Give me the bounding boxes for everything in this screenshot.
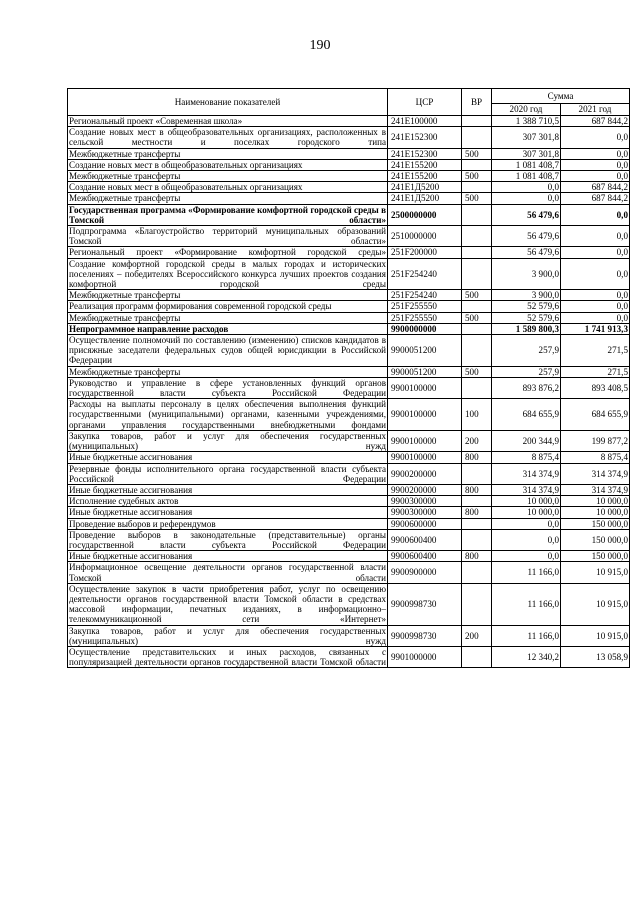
row-sum-2020: 12 340,2 — [492, 646, 561, 667]
row-name: Информационное освещение деятельности органов государственной власти Томской области — [69, 562, 386, 583]
table-row — [68, 529, 630, 550]
row-vr: 200 — [462, 430, 492, 451]
table-row — [68, 127, 630, 148]
row-sum-2020: 257,9 — [492, 335, 561, 367]
row-csr: 2510000000 — [388, 226, 462, 247]
row-sum-2021: 0,0 — [561, 148, 630, 159]
row-vr — [462, 377, 492, 398]
row-name: Реализация программ формирования современной городской среды — [68, 301, 388, 312]
row-name: Подпрограмма «Благоустройство территорий муниципальных образований Томской области» — [69, 226, 386, 247]
row-csr: 9900998730 — [388, 583, 462, 625]
row-name: Региональный проект «Формирование комфортной городской среды» — [69, 247, 386, 258]
row-vr: 800 — [462, 507, 492, 518]
row-sum-2020: 11 166,0 — [492, 625, 561, 646]
table-row — [68, 496, 630, 507]
row-vr — [462, 496, 492, 507]
row-sum-2021: 13 058,9 — [561, 646, 630, 667]
row-sum-2020: 3 900,0 — [492, 290, 561, 301]
row-name: Межбюджетные трансферты — [68, 312, 388, 323]
row-csr: 9900600000 — [388, 518, 462, 529]
row-name: Иные бюджетные ассигнования — [68, 551, 388, 562]
table-row — [68, 148, 630, 159]
row-name: Межбюджетные трансферты — [68, 290, 388, 301]
row-sum-2020: 3 900,0 — [492, 258, 561, 290]
row-csr: 2500000000 — [388, 204, 462, 225]
row-csr: 9900100000 — [388, 430, 462, 451]
header-vr: ВР — [462, 89, 492, 116]
table-row — [68, 377, 630, 398]
table-row — [68, 625, 630, 646]
row-vr — [462, 301, 492, 312]
table-row — [68, 399, 630, 431]
header-name: Наименование показателей — [68, 89, 388, 116]
row-name: Межбюджетные трансферты — [68, 366, 388, 377]
row-sum-2020: 314 374,9 — [492, 463, 561, 484]
row-name: Иные бюджетные ассигнования — [68, 484, 388, 495]
header-csr: ЦСР — [388, 89, 462, 116]
table-row — [68, 430, 630, 451]
row-sum-2021: 1 741 913,3 — [561, 323, 630, 334]
row-csr: 251F254240 — [388, 258, 462, 290]
row-name: Закупка товаров, работ и услуг для обеспечения государственных (муниципальных) нужд — [69, 625, 386, 646]
row-sum-2021: 314 374,9 — [561, 484, 630, 495]
row-sum-2020: 307 301,8 — [492, 127, 561, 148]
table-row — [68, 551, 630, 562]
row-csr: 9900300000 — [388, 507, 462, 518]
row-sum-2021: 0,0 — [561, 204, 630, 225]
row-name: Проведение выборов и референдумов — [68, 518, 388, 529]
row-csr: 9900200000 — [388, 484, 462, 495]
row-vr: 500 — [462, 312, 492, 323]
row-name: Межбюджетные трансферты — [68, 148, 388, 159]
row-sum-2021: 271,5 — [561, 335, 630, 367]
row-sum-2020: 10 000,0 — [492, 507, 561, 518]
row-name: Создание комфортной городской среды в малых городах и исторических поселениях – победителях Всероссийского конкурса лучших проектов создания комфортной городской среды — [69, 258, 386, 290]
table-row — [68, 583, 630, 625]
row-sum-2021: 10 915,0 — [561, 625, 630, 646]
row-vr: 100 — [462, 399, 492, 431]
table-body — [68, 116, 630, 668]
row-sum-2021: 0,0 — [561, 258, 630, 290]
row-sum-2020: 1 081 408,7 — [492, 159, 561, 170]
table-row — [68, 171, 630, 182]
row-csr: 241E100000 — [388, 116, 462, 127]
table-row — [68, 193, 630, 204]
table-row — [68, 452, 630, 463]
row-sum-2020: 1 589 800,3 — [492, 323, 561, 334]
table-row — [68, 258, 630, 290]
row-sum-2021: 271,5 — [561, 366, 630, 377]
row-vr — [462, 562, 492, 583]
row-vr: 200 — [462, 625, 492, 646]
row-name: Проведение выборов в законодательные (представительные) органы государственной власти субъекта Российской Федерации — [69, 529, 386, 550]
table-row — [68, 226, 630, 247]
table-row — [68, 301, 630, 312]
row-vr — [462, 463, 492, 484]
row-name: Исполнение судебных актов — [68, 496, 388, 507]
row-name: Осуществление полномочий по составлению (изменению) списков кандидатов в присяжные заседатели федеральных судов общей юрисдикции в Российской Федерации — [69, 335, 386, 366]
row-sum-2021: 0,0 — [561, 127, 630, 148]
row-sum-2020: 10 000,0 — [492, 496, 561, 507]
row-sum-2020: 0,0 — [492, 529, 561, 550]
row-csr: 9900600400 — [388, 529, 462, 550]
row-vr: 500 — [462, 148, 492, 159]
row-csr: 9900900000 — [388, 562, 462, 583]
row-name: Создание новых мест в общеобразовательных организациях, расположенных в сельской местности и поселках городского типа — [69, 127, 386, 148]
row-csr: 9900998730 — [388, 625, 462, 646]
row-name: Иные бюджетные ассигнования — [68, 452, 388, 463]
row-csr: 9900051200 — [388, 335, 462, 367]
row-sum-2020: 0,0 — [492, 182, 561, 193]
row-sum-2021: 10 915,0 — [561, 562, 630, 583]
row-sum-2021: 893 408,5 — [561, 377, 630, 398]
table-row — [68, 335, 630, 367]
table-row — [68, 484, 630, 495]
row-sum-2020: 8 875,4 — [492, 452, 561, 463]
row-csr: 9900000000 — [388, 323, 462, 334]
row-name: Резервные фонды исполнительного органа государственной власти субъекта Российской Федерации — [69, 463, 386, 484]
row-vr — [462, 529, 492, 550]
row-sum-2021: 150 000,0 — [561, 551, 630, 562]
header-sum: Сумма — [492, 89, 630, 104]
table-row — [68, 507, 630, 518]
table-row — [68, 247, 630, 258]
row-name: Создание новых мест в общеобразовательных организациях — [68, 182, 388, 193]
row-sum-2020: 56 479,6 — [492, 226, 561, 247]
table-row — [68, 323, 630, 334]
row-sum-2021: 687 844,2 — [561, 193, 630, 204]
budget-table — [67, 88, 630, 668]
row-vr — [462, 204, 492, 225]
row-sum-2021: 199 877,2 — [561, 430, 630, 451]
row-sum-2020: 257,9 — [492, 366, 561, 377]
row-csr: 9900300000 — [388, 496, 462, 507]
row-csr: 251F200000 — [388, 247, 462, 258]
row-sum-2020: 56 479,6 — [492, 204, 561, 225]
row-name: Закупка товаров, работ и услуг для обеспечения государственных (муниципальных) нужд — [69, 430, 386, 452]
table-row — [68, 159, 630, 170]
row-sum-2021: 150 000,0 — [561, 518, 630, 529]
row-sum-2021: 10 000,0 — [561, 507, 630, 518]
row-name: Межбюджетные трансферты — [68, 171, 388, 182]
row-sum-2021: 314 374,9 — [561, 463, 630, 484]
row-csr: 251F255550 — [388, 312, 462, 323]
row-sum-2020: 200 344,9 — [492, 430, 561, 451]
row-vr: 800 — [462, 452, 492, 463]
row-vr: 500 — [462, 366, 492, 377]
row-name: Создание новых мест в общеобразовательных организациях — [68, 159, 388, 170]
row-csr: 251F255550 — [388, 301, 462, 312]
row-csr: 9900100000 — [388, 452, 462, 463]
row-sum-2020: 11 166,0 — [492, 562, 561, 583]
row-name: Расходы на выплаты персоналу в целях обеспечения выполнения функций государственными (муниципальными) органами, казенными учреждениями, органами управления государственными внебюджетными фондами — [69, 399, 386, 430]
row-vr — [462, 182, 492, 193]
row-csr: 9900100000 — [388, 399, 462, 431]
row-csr: 9900100000 — [388, 377, 462, 398]
row-vr: 800 — [462, 551, 492, 562]
row-sum-2020: 1 081 408,7 — [492, 171, 561, 182]
row-csr: 241E152300 — [388, 127, 462, 148]
row-sum-2020: 0,0 — [492, 551, 561, 562]
row-sum-2020: 893 876,2 — [492, 377, 561, 398]
row-name: Непрограммное направление расходов — [68, 323, 388, 334]
row-vr: 500 — [462, 193, 492, 204]
row-sum-2020: 307 301,8 — [492, 148, 561, 159]
row-csr: 9900051200 — [388, 366, 462, 377]
header-year-2021: 2021 год — [561, 104, 630, 116]
row-sum-2021: 8 875,4 — [561, 452, 630, 463]
table-row — [68, 290, 630, 301]
table-row — [68, 116, 630, 127]
row-name: Осуществление закупок в части приобретения работ, услуг по освещению деятельности органов государственной власти Томской области в средствах массовой информации, печатных изданиях, в информационно–телекоммуникационной сети «Интернет» — [69, 583, 386, 625]
header-year-2020: 2020 год — [492, 104, 561, 116]
table-row — [68, 204, 630, 225]
row-sum-2021: 0,0 — [561, 290, 630, 301]
row-sum-2021: 10 915,0 — [561, 583, 630, 625]
row-sum-2021: 0,0 — [561, 159, 630, 170]
row-sum-2020: 0,0 — [492, 518, 561, 529]
row-name: Региональный проект «Современная школа» — [68, 116, 388, 127]
row-vr: 500 — [462, 290, 492, 301]
row-name: Государственная программа «Формирование комфортной городской среды в Томской области» — [69, 204, 386, 225]
row-vr: 800 — [462, 484, 492, 495]
row-name: Иные бюджетные ассигнования — [68, 507, 388, 518]
row-vr — [462, 258, 492, 290]
row-name: Осуществление представительских и иных расходов, связанных с популяризацией деятельности органов государственной власти Томской области — [69, 646, 386, 668]
page-number: 190 — [309, 38, 331, 53]
row-sum-2021: 0,0 — [561, 171, 630, 182]
row-sum-2021: 687 844,2 — [561, 182, 630, 193]
row-sum-2021: 150 000,0 — [561, 529, 630, 550]
row-csr: 9900600400 — [388, 551, 462, 562]
row-csr: 241E152300 — [388, 148, 462, 159]
table-row — [68, 518, 630, 529]
row-vr — [462, 247, 492, 258]
row-vr — [462, 116, 492, 127]
row-sum-2021: 687 844,2 — [561, 116, 630, 127]
row-sum-2021: 684 655,9 — [561, 399, 630, 431]
table-row — [68, 646, 630, 667]
row-sum-2021: 10 000,0 — [561, 496, 630, 507]
table-row — [68, 182, 630, 193]
row-csr: 241E1Д5200 — [388, 193, 462, 204]
row-sum-2020: 0,0 — [492, 193, 561, 204]
row-vr — [462, 583, 492, 625]
row-vr — [462, 323, 492, 334]
row-sum-2020: 1 388 710,5 — [492, 116, 561, 127]
row-csr: 9901000000 — [388, 646, 462, 667]
row-vr — [462, 127, 492, 148]
row-vr — [462, 518, 492, 529]
row-sum-2021: 0,0 — [561, 247, 630, 258]
row-sum-2021: 0,0 — [561, 312, 630, 323]
row-vr: 500 — [462, 171, 492, 182]
row-name: Межбюджетные трансферты — [68, 193, 388, 204]
row-csr: 251F254240 — [388, 290, 462, 301]
row-sum-2020: 52 579,6 — [492, 312, 561, 323]
row-sum-2021: 0,0 — [561, 226, 630, 247]
row-vr — [462, 226, 492, 247]
table-row — [68, 366, 630, 377]
row-csr: 9900200000 — [388, 463, 462, 484]
row-csr: 241E155200 — [388, 171, 462, 182]
row-sum-2020: 52 579,6 — [492, 301, 561, 312]
row-sum-2020: 56 479,6 — [492, 247, 561, 258]
row-vr — [462, 646, 492, 667]
row-sum-2020: 314 374,9 — [492, 484, 561, 495]
row-name: Руководство и управление в сфере установленных функций органов государственной власти субъекта Российской Федерации — [69, 377, 386, 399]
row-sum-2020: 684 655,9 — [492, 399, 561, 431]
table-row — [68, 463, 630, 484]
row-sum-2020: 11 166,0 — [492, 583, 561, 625]
row-vr — [462, 335, 492, 367]
row-csr: 241E155200 — [388, 159, 462, 170]
row-sum-2021: 0,0 — [561, 301, 630, 312]
row-vr — [462, 159, 492, 170]
table-row — [68, 562, 630, 583]
table-row — [68, 312, 630, 323]
row-csr: 241E1Д5200 — [388, 182, 462, 193]
